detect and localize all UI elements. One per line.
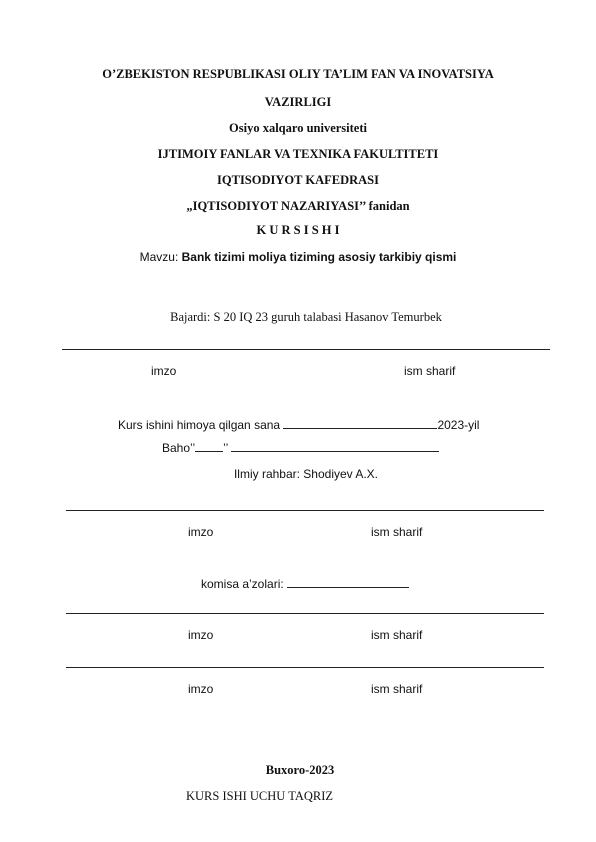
advisor-name-label: ism sharif	[371, 525, 423, 539]
defense-date-blank	[283, 417, 437, 429]
commission-signature-line-2	[66, 667, 544, 668]
grade-blank	[195, 440, 223, 452]
ministry-line-2: VAZIRLIGI	[264, 95, 332, 109]
advisor-signature-line	[66, 510, 544, 511]
defense-date-label: Kurs ishini himoya qilgan sana	[118, 418, 281, 432]
commission-blank	[287, 576, 409, 588]
commission-name-label-2: ism sharif	[371, 682, 423, 696]
advisor-sign-label: imzo	[188, 525, 214, 539]
grade-label: Baho’’	[162, 441, 196, 455]
performer-line: Bajardi: S 20 IQ 23 guruh talabasi Hasanov Temurbek	[170, 310, 442, 324]
city-year: Buxoro-2023	[265, 763, 335, 777]
commission-line	[201, 576, 409, 592]
topic-line	[0, 249, 596, 265]
review-title: KURS ISHI UCHU TAQRIZ	[186, 789, 334, 803]
university-name: Osiyo xalqaro universiteti	[229, 121, 367, 135]
defense-year: 2023-yil	[437, 418, 480, 432]
department-name: IQTISODIYOT KAFEDRASI	[217, 173, 379, 187]
commission-sign-label-2: imzo	[188, 682, 214, 696]
defense-date-line	[118, 417, 479, 433]
ministry-line-1: O’ZBEKISTON RESPUBLIKASI OLIY TA’LIM FAN VA INOVATSIYA	[102, 67, 494, 81]
topic-label: Mavzu:	[139, 250, 182, 264]
commission-signature-line-1	[66, 613, 544, 614]
advisor-line: Ilmiy rahbar: Shodiyev A.X.	[233, 467, 379, 481]
subject-name: „IQTISODIYOT NAZARIYASI’’ fanidan	[186, 199, 410, 213]
performer-signature-line	[62, 349, 550, 350]
commission-name-label-1: ism sharif	[371, 628, 423, 642]
performer-name-label: ism sharif	[404, 364, 456, 378]
grade-close: ’’	[223, 441, 228, 455]
faculty-name: IJTIMOIY FANLAR VA TEXNIKA FAKULTITETI	[157, 147, 439, 161]
grade-text-blank	[231, 440, 439, 452]
commission-sign-label-1: imzo	[188, 628, 214, 642]
grade-line	[162, 440, 439, 456]
work-type: K U R S I S H I	[256, 223, 340, 237]
performer-sign-label: imzo	[151, 364, 177, 378]
commission-label: komisa a’zolari:	[201, 577, 284, 591]
topic-value: Bank tizimi moliya tiziming asosiy tarkibiy qismi	[181, 250, 457, 264]
